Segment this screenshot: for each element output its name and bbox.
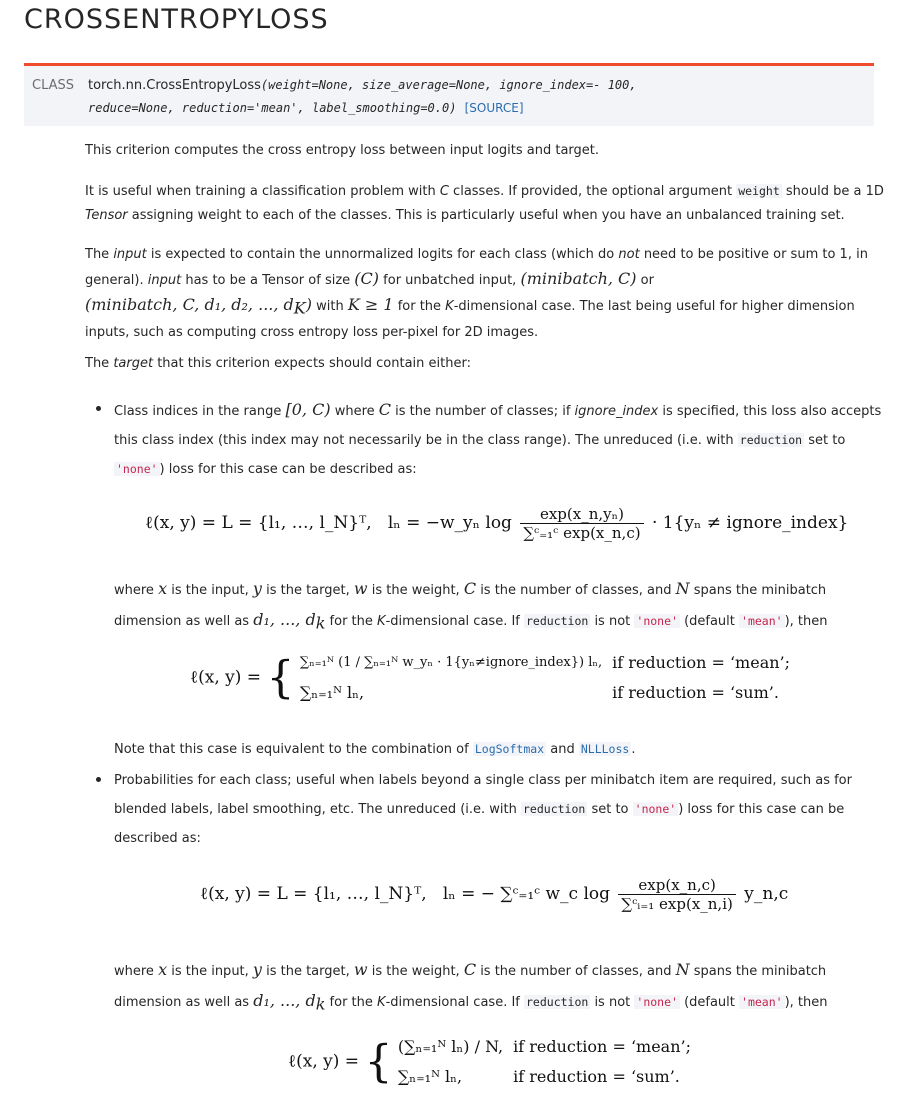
bullet-probabilities: Probabilities for each class; useful when labels beyond a single class per minibatch item are required, such as for blended labels, label smoothing, etc. The unreduced (i.e. with reduction set to 'none' ) loss for this case can be described as: [114, 773, 852, 846]
bullet-class-indices: Class indices in the range [0, C) where C is the number of classes; if ignore_index is specified, this loss also accepts this class index (this index may not necessarily be in the class range). The unreduced (i.e. with reduction set to 'none' ) loss for this case can be described as: [114, 400, 882, 477]
equation-loss-indices: ℓ(x, y) = L = {l₁, …, l_N}ᵀ, lₙ = −w_yₙ log $\frac{\text{exp(x\_n,yₙ)}}{\text{∑ᶜ₌₁ᶜ exp(x\_n,c)}}$ · 1{yₙ ≠ ignore_index} [145, 505, 849, 542]
paragraph-target: The target that this criterion expects should contain either: [85, 356, 471, 371]
equation-reduction-1: ℓ(x, y) = { ∑ₙ₌₁ᴺ (1 / ∑ₙ₌₁ᴺ w_yₙ · 1{yₙ≠ignore_index}) lₙ, if reduction = ‘mean’; ∑ₙ₌₁ᴺ lₙ, if reduction = ‘sum’. [190, 652, 791, 704]
logsoftmax-link[interactable]: LogSoftmax [474, 742, 545, 756]
signature-line-1 [88, 78, 637, 93]
equation-reduction-2: ℓ(x, y) = { (∑ₙ₌₁ᴺ lₙ) / N, if reduction = ‘mean’; ∑ₙ₌₁ᴺ lₙ, if reduction = ‘sum’. [288, 1036, 691, 1088]
source-link[interactable]: [SOURCE] [464, 101, 524, 115]
signature-params-1: (weight=None, size_average=None, ignore_index=- 100, [260, 78, 637, 92]
signature-line-2 [88, 101, 524, 116]
paragraph-note: Note that this case is equivalent to the combination of LogSoftmax and NLLLoss . [114, 742, 636, 757]
paragraph-where-2: where x is the input, y is the target, w is the weight, C is the number of classes, and N spans the minibatch dimension as well as d₁, ..., $d_k$ for the K-dimensional case. If reduction is not 'none' (default 'mean' ), then [114, 960, 828, 1014]
bullet-dot [96, 406, 101, 411]
signature-params-2: reduce=None, reduction='mean', label_smoothing=0.0) [88, 101, 457, 115]
nllloss-link[interactable]: NLLLoss [580, 742, 630, 756]
paragraph-intro: This criterion computes the cross entropy loss between input logits and target. [85, 143, 600, 158]
class-name: torch.nn.CrossEntropyLoss [88, 78, 261, 93]
bullet-dot [96, 777, 101, 782]
class-label: CLASS [32, 78, 75, 93]
paragraph-where-1: where x is the input, y is the target, w is the weight, C is the number of classes, and N spans the minibatch dimension as well as d₁, ..., $d_k$ for the K-dimensional case. If reduction is not 'none' (default 'mean' ), then [114, 579, 828, 633]
equation-loss-probabilities: ℓ(x, y) = L = {l₁, …, l_N}ᵀ, lₙ = − ∑ᶜ₌₁ᶜ w_c log $\frac{\exp(x\_n,c)}{\text{∑ᶜᵢ₌₁ exp(x\_n,i)}}$ y_n,c [200, 876, 789, 913]
class-signature [24, 63, 874, 126]
paragraph-input: The input is expected to contain the unnormalized logits for each class (which do not need to be positive or sum to 1, in general). input has to be a Tensor of size (C) for unbatched input, (minibatch, C) or (minibatch, C, d₁, d₂, ..., $d_K$) with K ≥ 1 for the K-dimensional case. The last being useful for higher dimension inputs, such as computing cross entropy loss per-pixel for 2D images. [85, 247, 868, 340]
paragraph-usage: It is useful when training a classification problem with C classes. If provided, the optional argument weight should be a 1D Tensor assigning weight to each of the classes. This is particularly useful when you have an unbalanced training set. [85, 184, 884, 223]
code-weight: weight [738, 184, 780, 198]
page-title: CROSSENTROPYLOSS [24, 4, 329, 35]
